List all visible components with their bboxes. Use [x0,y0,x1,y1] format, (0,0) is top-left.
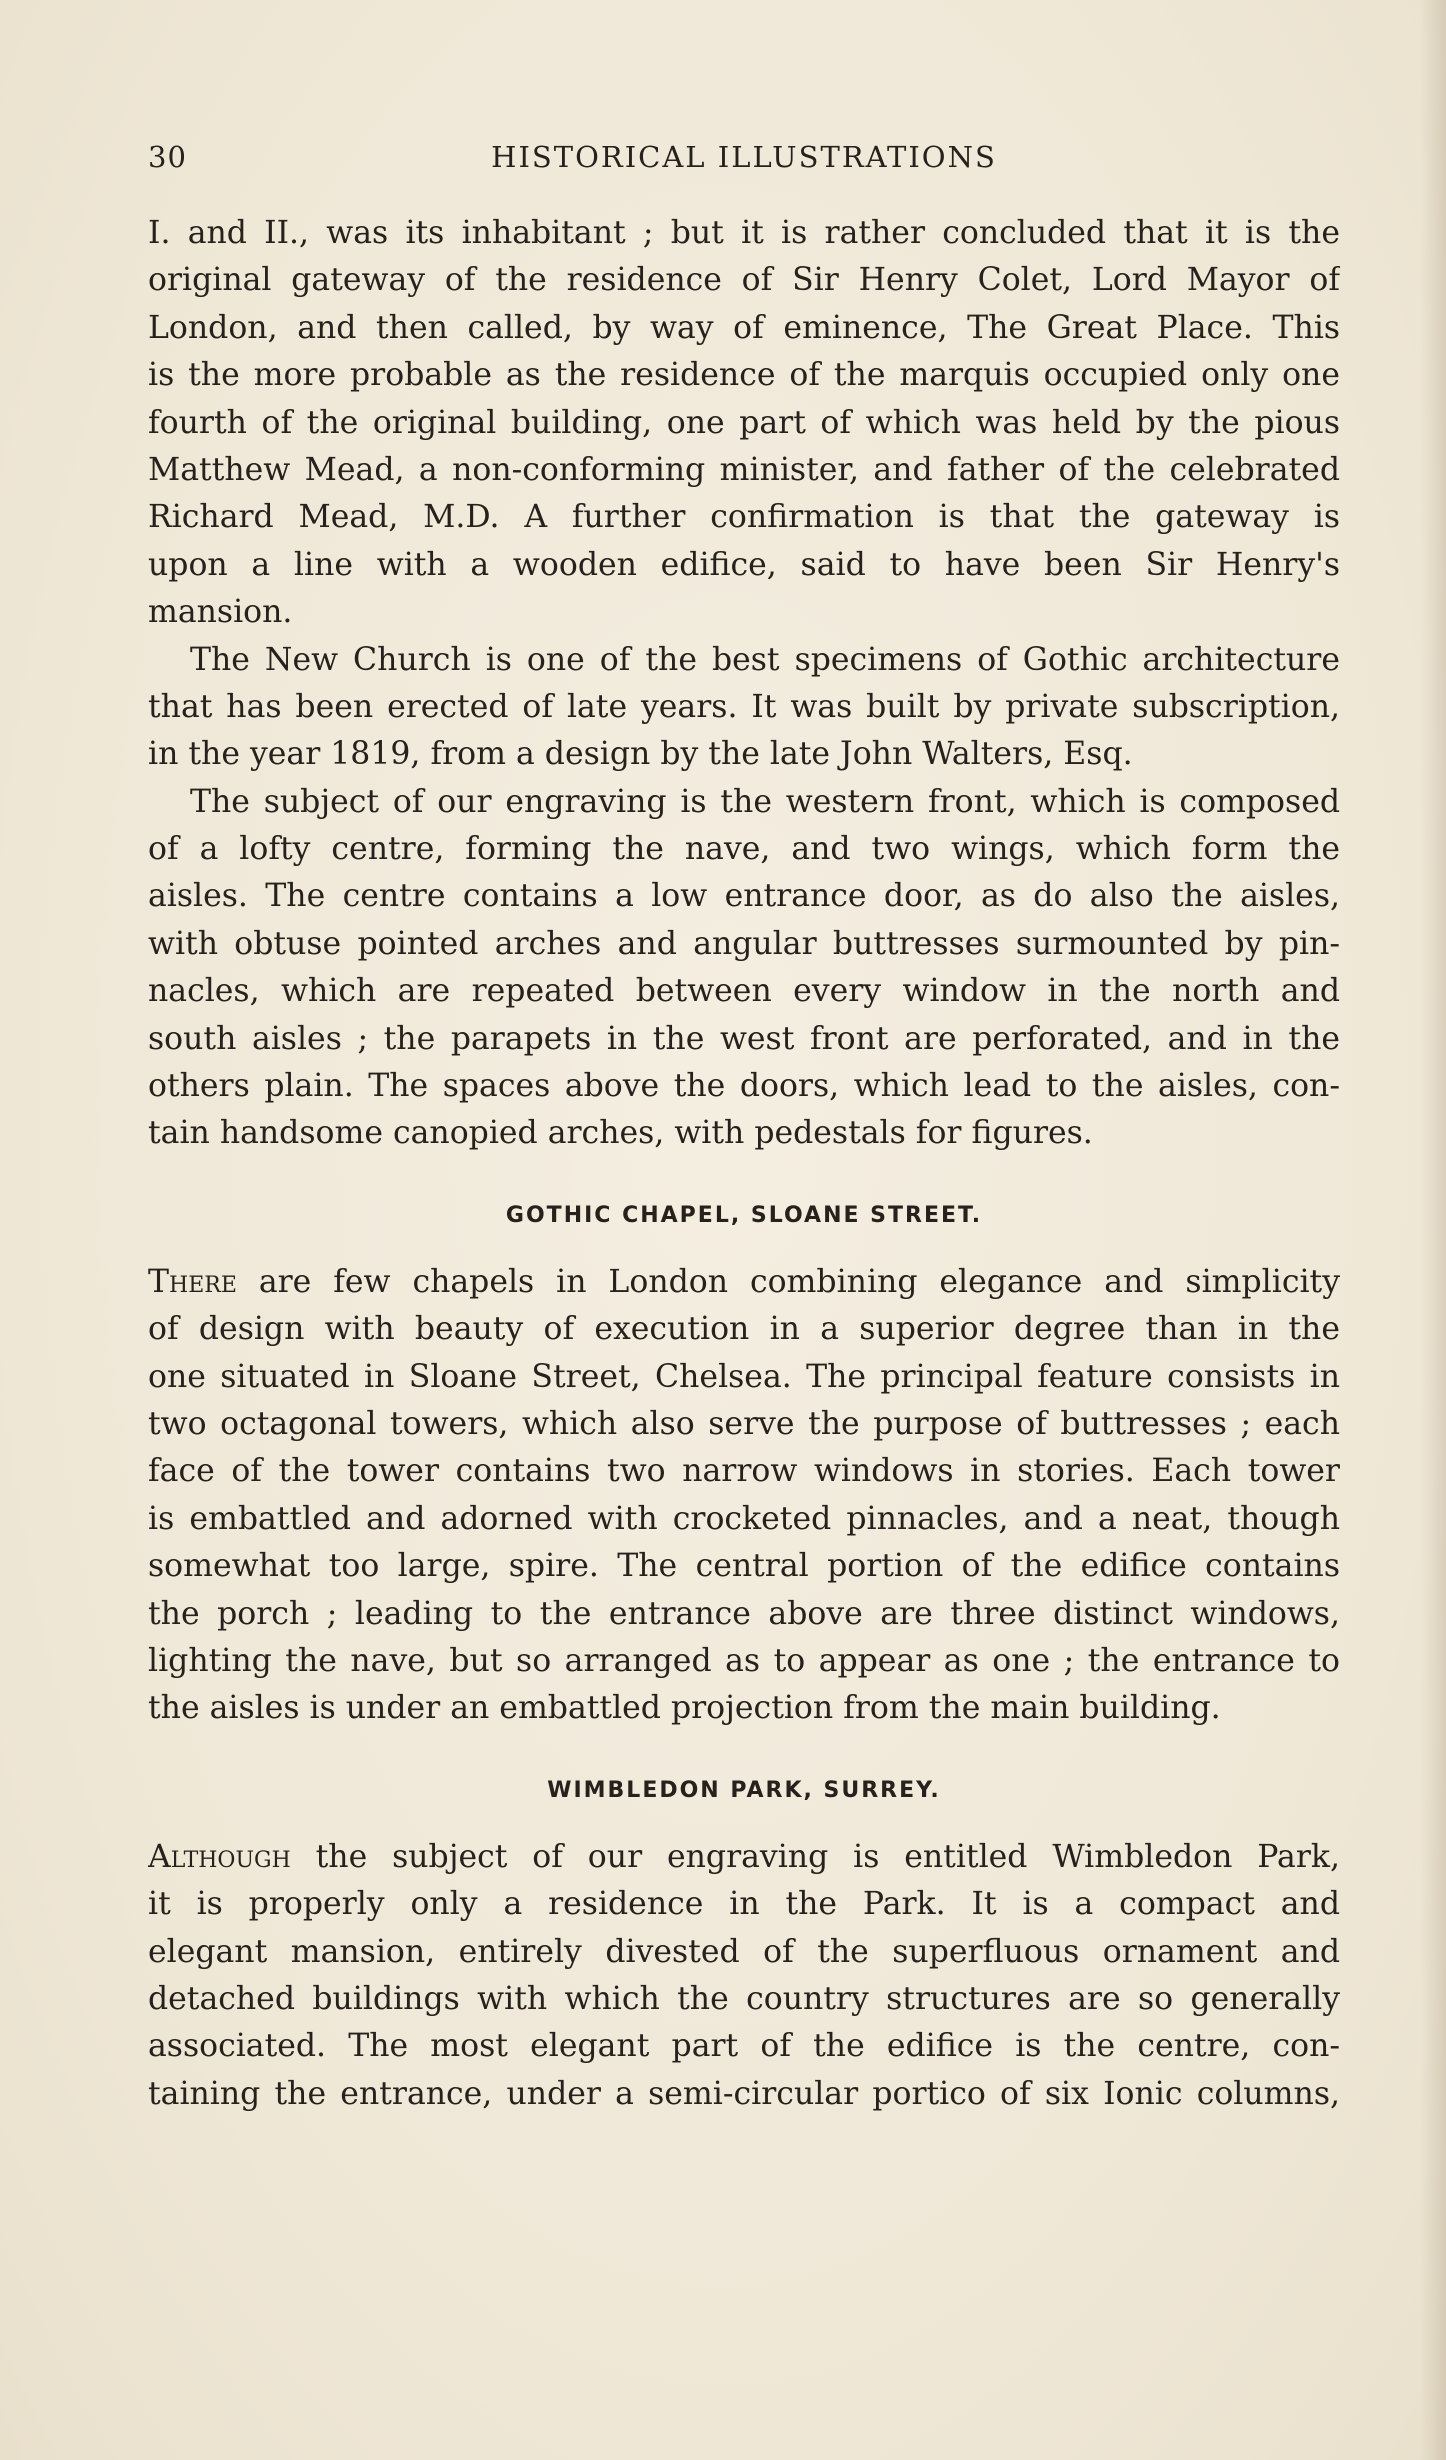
text-line: The New Church is one of the best specimens of Gothic architecture [190,641,1340,678]
text-line: one situated in Sloane Street, Chelsea. The principal feature consists in [148,1358,1340,1395]
spacer [148,1158,1340,1192]
text-line: elegant mansion, entirely divested of the superfluous ornament and [148,1933,1340,1970]
text-line: that has been erected of late years. It was built by private subscription, [148,688,1340,725]
text-line: of a lofty centre, forming the nave, and two wings, which form the [148,831,1340,868]
text-line: Richard Mead, M.D. A further confirmation is that the gateway is [148,499,1340,536]
text-line: fourth of the original building, one part of which was held by the pious [148,404,1340,441]
text-line: face of the tower contains two narrow windows in stories. Each tower [148,1453,1340,1490]
text-line: London, and then called, by way of eminence, The Great Place. This [148,309,1340,346]
text-line: The subject of our engraving is the western front, which is composed [190,783,1340,820]
text-line: of design with beauty of execution in a superior degree than in the [148,1311,1340,1348]
text-line: associated. The most elegant part of the edifice is the centre, con- [148,2028,1340,2065]
running-title: HISTORICAL ILLUSTRATIONS [491,140,997,174]
text-line: is embattled and adorned with crocketed pinnacles, and a neat, though [148,1500,1340,1537]
spacer [148,1814,1340,1834]
text-line: others plain. The spaces above the doors, which lead to the aisles, con- [148,1068,1340,1105]
text-line: with obtuse pointed arches and angular buttresses surmounted by pin- [148,925,1340,962]
text-line: upon a line with a wooden edifice, said to have been Sir Henry's [148,546,1340,583]
text-line: two octagonal towers, which also serve the purpose of buttresses ; each [148,1405,1340,1442]
text-line: detached buildings with which the country structures are so generally [148,1980,1340,2017]
text-line [148,1834,1340,1881]
lead-word: Although [148,1838,291,1875]
page-number: 30 [148,140,187,174]
section-heading-gothic-chapel: GOTHIC CHAPEL, SLOANE STREET. [505,1202,983,1228]
section-heading-wimbledon-park: WIMBLEDON PARK, SURREY. [547,1777,941,1803]
text-line: original gateway of the residence of Sir Henry Colet, Lord Mayor of [148,262,1340,299]
text-line: the aisles is under an embattled projection from the main building. [148,1690,1221,1727]
running-head [148,140,1340,180]
text-line: the porch ; leading to the entrance above are three distinct windows, [148,1595,1340,1632]
text-line: I. and II., was its inhabitant ; but it is rather concluded that it is the [148,215,1340,251]
text-line: aisles. The centre contains a low entrance door, as do also the aisles, [148,878,1340,915]
page-edge-shadow [1420,0,1446,2460]
text-line: in the year 1819, from a design by the late John Walters, Esq. [148,736,1133,773]
text-line: somewhat too large, spire. The central portion of the edifice contains [148,1548,1340,1585]
text-line: nacles, which are repeated between every window in the north and [148,973,1340,1010]
text-line: mansion. [148,594,293,631]
text-line: lighting the nave, but so arranged as to appear as one ; the entrance to [148,1642,1340,1679]
text-line: tain handsome canopied arches, with pedestals for figures. [148,1115,1093,1152]
text-line: taining the entrance, under a semi-circular portico of six Ionic columns, [148,2075,1340,2112]
text-line [148,1259,1340,1306]
spacer [148,1239,1340,1259]
text-line: Matthew Mead, a non-conforming minister, and father of the celebrated [148,451,1340,488]
text-line: is the more probable as the residence of the marquis occupied only one [148,357,1340,394]
spacer [148,1733,1340,1767]
line-rest: the subject of our engraving is entitled Wimbledon Park, [290,1838,1340,1875]
text-line: it is properly only a residence in the Park. It is a compact and [148,1886,1340,1923]
page-text [148,210,1340,2118]
lead-word: There [148,1263,237,1300]
text-line: south aisles ; the parapets in the west front are perforated, and in the [148,1020,1340,1057]
line-rest: are few chapels in London combining elegance and simplicity [236,1263,1340,1300]
